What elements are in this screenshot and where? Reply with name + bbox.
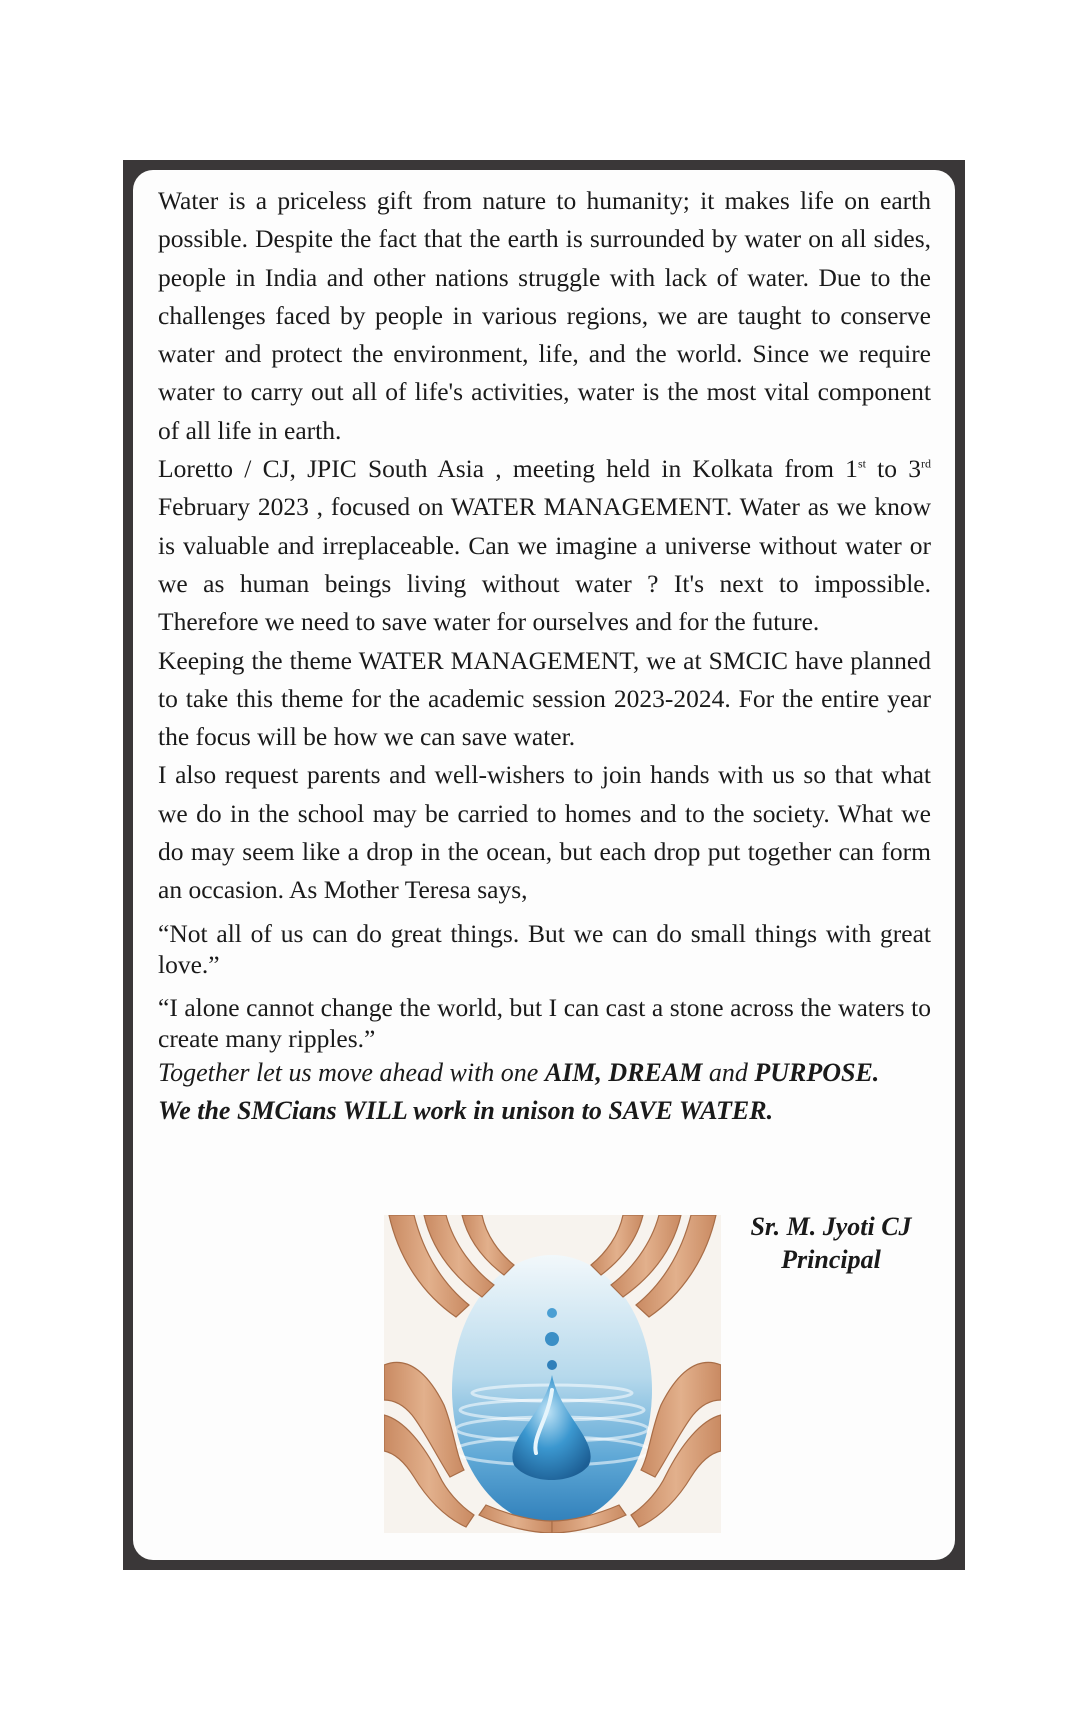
document-frame xyxy=(123,160,965,1570)
closing-purpose: PURPOSE. xyxy=(754,1057,880,1087)
signature-block xyxy=(731,1210,931,1276)
superscript-rd: rd xyxy=(921,456,931,471)
letter-body xyxy=(158,182,931,1130)
closing-prefix: Together let us move ahead with one xyxy=(158,1057,545,1087)
closing-aim-dream: AIM, DREAM xyxy=(544,1057,703,1087)
document-card xyxy=(133,170,955,1560)
paragraph-theme: Keeping the theme WATER MANAGEMENT, we at SMCIC have planned to take this theme for the academic session 2023-2024. For the entire year the focus will be how we can save water. xyxy=(158,645,931,752)
paragraph-intro: Water is a priceless gift from nature to humanity; it makes life on earth possible. Despite the fact that the earth is surrounded by water on all sides, people in India and other nations struggle with lack of water. Due to the challenges faced by people in various regions, we are taught to conserve water and protect the environment, life, and the world. Since we require water to carry out all of life's activities, water is the most vital component of all life in earth. xyxy=(158,186,931,445)
meeting-text-c: February 2023 , focused on WATER MANAGEMENT. Water as we know is valuable and irreplaceable. Can we imagine a universe without water or we as human beings living without water ? It's next to impossible. Therefore we need to save water for ourselves and for the future. xyxy=(158,492,931,637)
closing-line-2: We the SMCians WILL work in unison to SAVE WATER. xyxy=(158,1095,774,1125)
closing-and: and xyxy=(702,1057,755,1087)
superscript-st: st xyxy=(857,456,866,471)
meeting-text-b: to 3 xyxy=(865,454,921,484)
paragraph-meeting xyxy=(158,450,931,641)
hands-water-drop-image xyxy=(384,1215,721,1533)
hands-water-illustration xyxy=(384,1215,721,1533)
meeting-text-a: Loretto / CJ, JPIC South Asia , meeting held in Kolkata from 1 xyxy=(158,454,858,484)
quote-ripples: “I alone cannot change the world, but I can cast a stone across the waters to create many ripples.” xyxy=(158,992,931,1053)
signatory-title: Principal xyxy=(781,1245,881,1274)
quote-great-love: “Not all of us can do great things. But we can do small things with great love.” xyxy=(158,918,931,979)
signatory-name: Sr. M. Jyoti CJ xyxy=(750,1212,912,1241)
paragraph-request: I also request parents and well-wishers to join hands with us so that what we do in the school may be carried to homes and to the society. What we do may seem like a drop in the ocean, but each drop put together can form an occasion. As Mother Teresa says, xyxy=(158,760,931,905)
closing-line-1 xyxy=(158,1054,931,1092)
